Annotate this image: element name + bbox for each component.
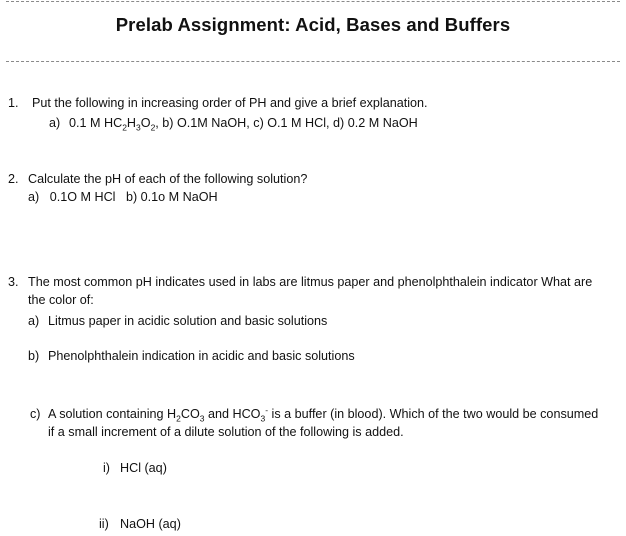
question-2-number: 2. [8,172,19,186]
question-1-number: 1. [8,96,19,110]
question-3b-text: Phenolphthalein indication in acidic and basic solutions [48,349,355,363]
question-3-text-line-1: The most common pH indicates used in labs are litmus paper and phenolphthalein indicator What are [28,275,593,289]
question-3c-text-line-1: A solution containing $H_2CO_3$ and $HCO_3^-$ is a buffer (in blood). Which of the two would be consumed [48,404,599,424]
question-3-text-line-2: the color of: [28,293,94,307]
question-2-text: Calculate the pH of each of the following solution? [28,172,308,186]
question-3-number: 3. [8,275,19,289]
question-3c-ii-label: ii) [99,517,109,531]
question-3c-label: c) [30,407,41,421]
question-3c-i-text: HCl (aq) [120,461,167,475]
title-divider [6,61,620,62]
question-3b-label: b) [28,349,40,363]
question-3c-text-line-2: if a small increment of a dilute solution of the following is added. [48,425,404,439]
question-3a-label: a) [28,314,40,328]
top-divider [6,1,620,2]
question-3c-ii-text: NaOH (aq) [120,517,181,531]
page-title: Prelab Assignment: Acid, Bases and Buffers [115,14,511,35]
question-1-options-label: a) [49,116,61,130]
question-3c-i-label: i) [103,461,110,475]
question-3a-text: Litmus paper in acidic solution and basic solutions [48,314,328,328]
question-1-options: 0.1 M $HC_2H_3O_2$, b) O.1M NaOH, c) O.1 M HCl, d) 0.2 M NaOH [69,116,418,133]
question-1-text: Put the following in increasing order of PH and give a brief explanation. [32,96,428,110]
question-2-options: a) 0.1O M HCl b) 0.1o M NaOH [28,190,218,204]
